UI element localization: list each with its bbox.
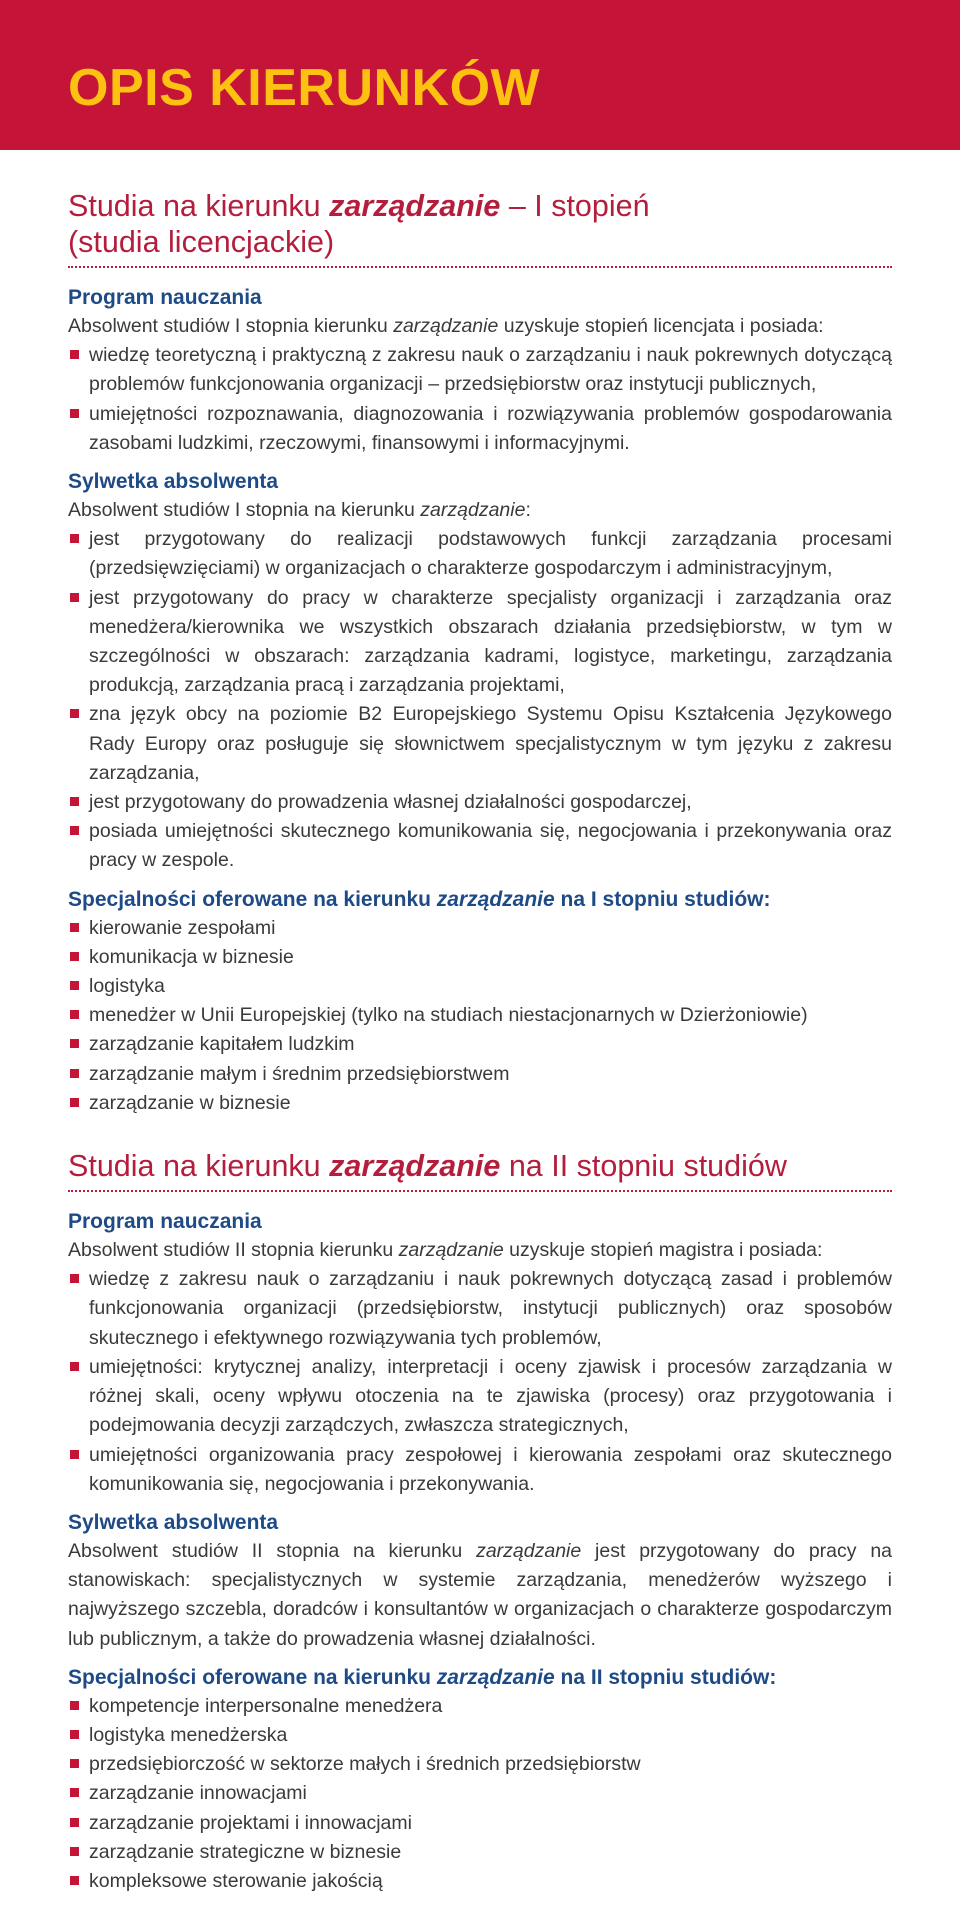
list-item: zarządzanie projektami i innowacjami	[68, 1809, 892, 1838]
specialties-list	[68, 914, 892, 1118]
program-list	[68, 341, 892, 458]
page-content	[68, 188, 892, 1896]
page-header	[0, 0, 960, 150]
program-heading: Program nauczania	[68, 286, 262, 309]
list-item: kierowanie zespołami	[68, 914, 892, 943]
list-item: kompleksowe sterowanie jakością	[68, 1867, 892, 1896]
list-item: zarządzanie w biznesie	[68, 1089, 892, 1118]
list-item: umiejętności: krytycznej analizy, interpretacji i oceny zjawisk i procesów zarządzania w różnej skali, oceny wpływu otoczenia na te zjawiska (procesy) oraz przygotowania i podejmowania decyzji zarządczych, zwłaszcza strategicznych,	[68, 1353, 892, 1441]
specialties-heading: Specjalności oferowane na kierunku zarządzanie na II stopniu studiów:	[68, 1665, 777, 1689]
specialties-heading: Specjalności oferowane na kierunku zarządzanie na I stopniu studiów:	[68, 887, 771, 911]
list-item: umiejętności rozpoznawania, diagnozowania i rozwiązywania problemów gospodarowania zasobami ludzkimi, rzeczowymi, finansowymi i informacyjnymi.	[68, 400, 892, 458]
section-title: Studia na kierunku zarządzanie na II stopniu studiów	[68, 1148, 892, 1192]
list-item: wiedzę teoretyczną i praktyczną z zakresu nauk o zarządzaniu i nauk pokrewnych dotyczącą problemów funkcjonowania organizacji – przedsiębiorstw oraz instytucji publicznych,	[68, 341, 892, 399]
list-item: zna język obcy na poziomie B2 Europejskiego Systemu Opisu Kształcenia Językowego Rady Europy oraz posługuje się słownictwem specjalistycznym w tym języku z zakresu zarządzania,	[68, 700, 892, 788]
list-item: logistyka menedżerska	[68, 1721, 892, 1750]
profile-text: Absolwent studiów II stopnia na kierunku zarządzanie jest przygotowany do pracy na stanowiskach: specjalistycznych w systemie zarządzania, menedżerów wyższego i najwyższego szczebla, doradców i konsultantów w organizacjach o charakterze gospodarczym lub publicznym, a także do prowadzenia własnej działalności.	[68, 1539, 893, 1650]
list-item: przedsiębiorczość w sektorze małych i średnich przedsiębiorstw	[68, 1750, 892, 1779]
list-item: logistyka	[68, 972, 892, 1001]
list-item: menedżer w Unii Europejskiej (tylko na studiach niestacjonarnych w Dzierżoniowie)	[68, 1001, 892, 1030]
profile-intro: Absolwent studiów I stopnia na kierunku zarządzanie:	[68, 499, 531, 522]
list-item: jest przygotowany do prowadzenia własnej działalności gospodarczej,	[68, 788, 892, 817]
list-item: jest przygotowany do pracy w charakterze specjalisty organizacji i zarządzania oraz menedżera/kierownika we wszystkich obszarach działania przedsiębiorstw, w tym w szczególności w obszarach: zarządzania kadrami, logistyce, marketingu, zarządzania produkcją, zarządzania pracą i zarządzania projektami,	[68, 584, 892, 701]
list-item: zarządzanie innowacjami	[68, 1779, 892, 1808]
list-item: jest przygotowany do realizacji podstawowych funkcji zarządzania procesami (przedsięwzięciami) w organizacjach o charakterze gospodarczym i administracyjnym,	[68, 525, 892, 583]
section-first-degree	[68, 188, 892, 1118]
program-intro: Absolwent studiów I stopnia kierunku zarządzanie uzyskuje stopień licencjata i posiada:	[68, 315, 824, 337]
list-item: wiedzę z zakresu nauk o zarządzaniu i nauk pokrewnych dotyczącą zasad i problemów funkcjonowania organizacji (przedsiębiorstw, instytucji publicznych) oraz sposobów skutecznego i efektywnego rozwiązywania tych problemów,	[68, 1265, 892, 1353]
list-item: zarządzanie małym i średnim przedsiębiorstwem	[68, 1060, 892, 1089]
page-title: OPIS KIERUNKÓW	[68, 59, 541, 117]
program-heading: Program nauczania	[68, 1210, 262, 1234]
section-title: Studia na kierunku zarządzanie – I stopień (studia licencjackie)	[68, 188, 892, 268]
profile-heading: Sylwetka absolwenta	[68, 470, 279, 494]
list-item: posiada umiejętności skutecznego komunikowania się, negocjowania i przekonywania oraz pracy w zespole.	[68, 817, 892, 875]
program-list	[68, 1265, 892, 1499]
list-item: kompetencje interpersonalne menedżera	[68, 1692, 892, 1721]
list-item: umiejętności organizowania pracy zespołowej i kierowania zespołami oraz skutecznego komunikowania się, negocjowania i przekonywania.	[68, 1441, 892, 1499]
specialties-list	[68, 1692, 892, 1896]
profile-list	[68, 525, 892, 875]
program-intro: Absolwent studiów II stopnia kierunku zarządzanie uzyskuje stopień magistra i posiada:	[68, 1239, 823, 1262]
list-item: zarządzanie strategiczne w biznesie	[68, 1838, 892, 1867]
profile-heading: Sylwetka absolwenta	[68, 1510, 279, 1534]
section-second-degree	[68, 1148, 892, 1896]
list-item: zarządzanie kapitałem ludzkim	[68, 1030, 892, 1059]
list-item: komunikacja w biznesie	[68, 943, 892, 972]
